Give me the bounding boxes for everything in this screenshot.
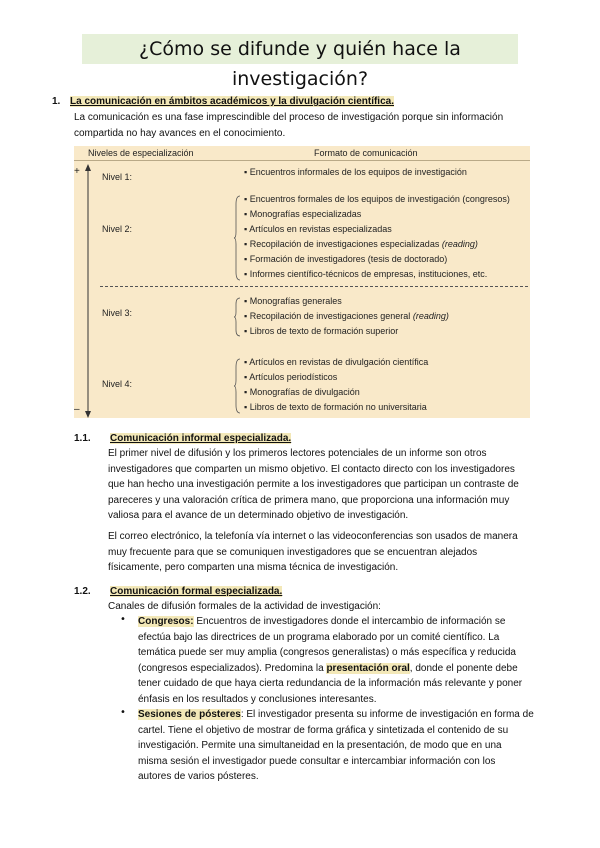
minus-sign: – bbox=[74, 404, 80, 415]
bullet-sesiones-posteres: Sesiones de pósteres: El investigador presenta su informe de investigación en forma de cartel. Tiene el objetivo de mostrar de forma gráfica y sintetizada el contenido de su investigación. Permite una simultaneidad en la presentación, de modo que en una misma sesión el investigador puede consultar e intercambiar información con los autores de varios pósteres. bbox=[138, 709, 534, 782]
list-item: ▪ Informes científico-técnicos de empresas, instituciones, etc. bbox=[244, 269, 488, 279]
level-4-brace-icon bbox=[234, 357, 242, 415]
list-item: ▪ Formación de investigadores (tesis de doctorado) bbox=[244, 254, 448, 264]
list-item: ▪ Artículos en revistas especializadas bbox=[244, 224, 392, 234]
section-1-1-paragraph-1 bbox=[108, 446, 519, 524]
bullet-congresos: Congresos: Encuentros de investigadores donde el intercambio de información se efectúa bajo las directrices de un programa elaborado por un comité científico. La temática puede ser muy amplia (congresos generalistas) o más específica y reducida (congresos especializados). Predomina la presentación oral, donde el ponente debe tener cuidado de que haya cierta redundancia de la información más relevante y poner énfasis en los resultados y conclusiones interesantes. bbox=[138, 616, 523, 705]
level-3-brace-icon bbox=[234, 296, 242, 338]
page-title: ¿Cómo se difunde y quién hace la investigación? bbox=[82, 34, 518, 64]
list-item: ▪ Recopilación de investigaciones general (reading) bbox=[244, 311, 449, 321]
section-1-heading bbox=[52, 96, 394, 107]
list-item: ▪ Encuentros informales de los equipos de investigación bbox=[244, 167, 467, 177]
bullet-icon: • bbox=[120, 707, 126, 718]
text-line: valiosa para el avance de un determinado objetivo de investigación. bbox=[108, 510, 409, 521]
text-line: pareceres y una valoración crítica de primera mano, que proporciona una información muy bbox=[108, 494, 510, 506]
section-1-1-paragraph-2 bbox=[108, 529, 518, 576]
section-1-1-heading bbox=[74, 433, 291, 444]
term-sesiones-posteres: Sesiones de pósteres bbox=[138, 709, 241, 720]
text-line: compartida no hay avances en el conocimiento. bbox=[74, 127, 286, 139]
section-1-2-intro: Canales de difusión formales de la actividad de investigación: bbox=[108, 601, 381, 612]
text-line: El correo electrónico, la telefonía vía internet o las videoconferencias son usados de manera bbox=[108, 531, 518, 542]
text-line: La comunicación es una fase imprescindible del proceso de investigación porque sin información bbox=[74, 112, 504, 123]
list-item: ▪ Artículos periodísticos bbox=[244, 372, 338, 382]
section-1-2-heading bbox=[74, 586, 282, 597]
section-title: Comunicación informal especializada. bbox=[110, 433, 292, 444]
text-line: investigadores que comparten un mismo objetivo. El contacto directo con los investigadores bbox=[108, 463, 515, 475]
list-item: ▪ Monografías especializadas bbox=[244, 209, 362, 219]
plus-sign: + bbox=[74, 166, 80, 177]
level-3-label: Nivel 3: bbox=[102, 308, 133, 318]
list-item: ▪ Libros de texto de formación no universitaria bbox=[244, 402, 427, 412]
list-item: ▪ Monografías de divulgación bbox=[244, 387, 360, 397]
header-divider bbox=[74, 160, 530, 161]
level-separator bbox=[100, 286, 528, 287]
col-header-format: Formato de comunicación bbox=[314, 148, 418, 158]
section-number: 1. bbox=[52, 96, 61, 107]
section-1-intro bbox=[74, 110, 503, 141]
list-item: ▪ Libros de texto de formación superior bbox=[244, 326, 399, 336]
term-congresos: Congresos: bbox=[138, 616, 194, 627]
text-line: que han hecho una investigación permite a los investigadores que participan un contraste de bbox=[108, 479, 519, 490]
list-item: ▪ Monografías generales bbox=[244, 296, 342, 306]
level-4-label: Nivel 4: bbox=[102, 379, 133, 389]
list-item: ▪ Recopilación de investigaciones especializadas (reading) bbox=[244, 239, 478, 249]
level-arrow-icon bbox=[82, 164, 94, 418]
text-line: El primer nivel de difusión y los primeros lectores potenciales de un informe son otros bbox=[108, 448, 487, 459]
level-2-brace-icon bbox=[234, 194, 242, 282]
level-1-label: Nivel 1: bbox=[102, 172, 133, 182]
section-title: Comunicación formal especializada. bbox=[110, 586, 283, 597]
section-number: 1.1. bbox=[74, 433, 91, 444]
specialization-table bbox=[74, 146, 530, 418]
level-2-label: Nivel 2: bbox=[102, 224, 133, 234]
term-presentacion-oral: presentación oral bbox=[326, 662, 410, 674]
list-item: ▪ Artículos en revistas de divulgación científica bbox=[244, 357, 429, 367]
text-line: físicamente, pero comparten una misma técnica de investigación. bbox=[108, 562, 399, 573]
bullet-icon: • bbox=[120, 614, 126, 625]
text-line: muy frecuente para que se comuniquen investigadores que se encuentran alejados bbox=[108, 546, 478, 558]
list-item: ▪ Encuentros formales de los equipos de investigación (congresos) bbox=[244, 194, 510, 204]
section-title: La comunicación en ámbitos académicos y la divulgación científica. bbox=[70, 96, 394, 107]
section-number: 1.2. bbox=[74, 586, 91, 597]
col-header-levels: Niveles de especialización bbox=[88, 148, 194, 158]
